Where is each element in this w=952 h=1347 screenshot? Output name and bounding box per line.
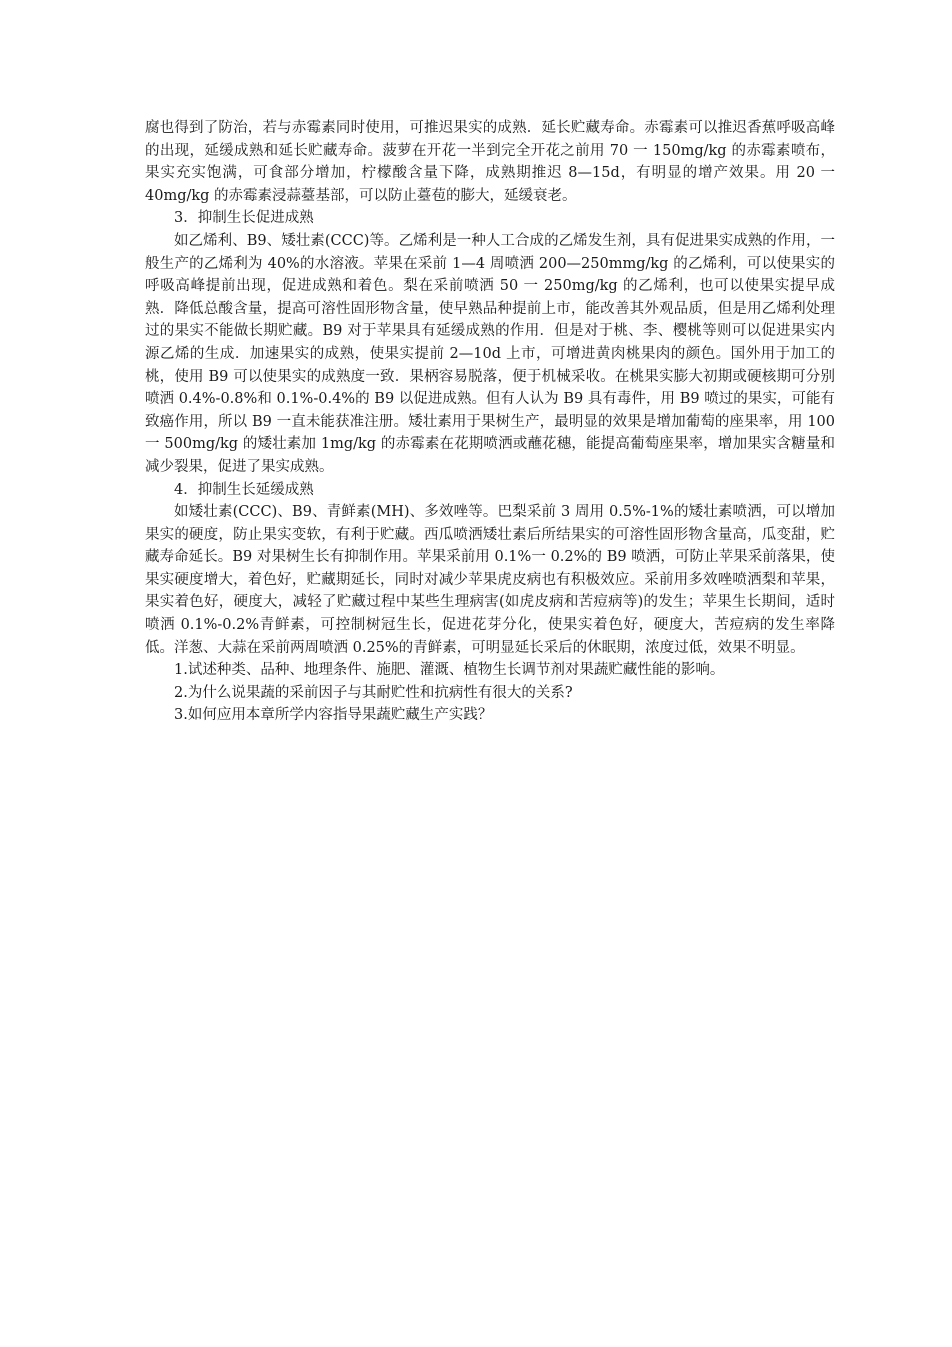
continuation-paragraph: 腐也得到了防治，若与赤霉素同时使用，可推迟果实的成熟．延长贮藏寿命。赤霉素可以推迟香蕉呼吸高峰的出现，延缓成熟和延长贮藏寿命。菠萝在开花一半到完全开花之前用 70 一 150mg/kg 的赤霉素喷布，果实充实饱满，可食部分增加，柠檬酸含量下降，成熟期推迟 8—15d，有明显的增产效果。用 20 一 40mg/kg 的赤霉素浸蒜薹基部，可以防止薹苞的膨大，延缓衰老。 [145, 120, 835, 204]
review-question-2: 2.为什么说果蔬的采前因子与其耐贮性和抗病性有很大的关系? [174, 684, 573, 701]
body-paragraph-3: 如乙烯利、B9、矮壮素(CCC)等。乙烯利是一种人工合成的乙烯发生剂，具有促进果实成熟的作用，一般生产的乙烯利为 40%的水溶液。苹果在采前 1—4 周喷洒 200—250mmg/kg 的乙烯利，可以使果实的呼吸高峰提前出现，促进成熟和着色。梨在采前喷洒 50 一 250mg/kg 的乙烯利，也可以使果实提早成熟．降低总酸含量，提高可溶性固形物含量，使早熟品种提前上市，能改善其外观品质，但是用乙烯利处理过的果实不能做长期贮藏。B9 对于苹果具有延缓成熟的作用．但是对于桃、李、樱桃等则可以促进果实内源乙烯的生成．加速果实的成熟，使果实提前 2—10d 上市，可增进黄肉桃果肉的颜色。国外用于加工的桃，使用 B9 可以使果实的成熟度一致．果柄容易脱落，便于机械采收。在桃果实膨大初期或硬核期可分别喷洒 0.4%-0.8%和 0.1%-0.4%的 B9 以促进成熟。但有人认为 B9 具有毒件，用 B9 喷过的果实，可能有致癌作用，所以 B9 一直未能获准注册。矮壮素用于果树生产，最明显的效果是增加葡萄的座果率，用 100 一 500mg/kg 的矮壮素加 1mg/kg 的赤霉素在花期喷洒或蘸花穗，能提高葡萄座果率，增加果实含糖量和减少裂果，促进了果实成熟。 [145, 232, 835, 475]
document-text-block [145, 117, 835, 727]
section-heading-4: 4．抑制生长延缓成熟 [174, 481, 314, 498]
review-question-3: 3.如何应用本章所学内容指导果蔬贮藏生产实践？ [174, 707, 493, 724]
body-paragraph-4: 如矮壮素(CCC)、B9、青鲜素(MH)、多效唑等。巴梨采前 3 周用 0.5%-1%的矮壮素喷洒，可以增加果实的硬度，防止果实变软，有利于贮藏。西瓜喷洒矮壮素后所结果实的可溶性固形物含量高，瓜变甜，贮藏寿命延长。B9 对果树生长有抑制作用。苹果采前用 0.1%一 0.2%的 B9 喷洒，可防止苹果采前落果，使果实硬度增大，着色好，贮藏期延长，同时对减少苹果虎皮病也有积极效应。采前用多效唑喷洒梨和苹果，果实着色好，硬度大，减轻了贮藏过程中某些生理病害(如虎皮病和苦痘病等)的发生；苹果生长期间，适时喷洒 0.1%-0.2%青鲜素，可控制树冠生长，促进花芽分化，使果实着色好，硬度大，苦痘病的发生率降低。洋葱、大蒜在采前两周喷洒 0.25%的青鲜素，可明显延长采后的休眠期，浓度过低，效果不明显。 [145, 504, 835, 656]
section-heading-3: 3．抑制生长促进成熟 [174, 210, 314, 227]
review-question-1: 1.试述种类、品种、地理条件、施肥、灌溉、植物生长调节剂对果蔬贮藏性能的影响。 [174, 662, 725, 679]
